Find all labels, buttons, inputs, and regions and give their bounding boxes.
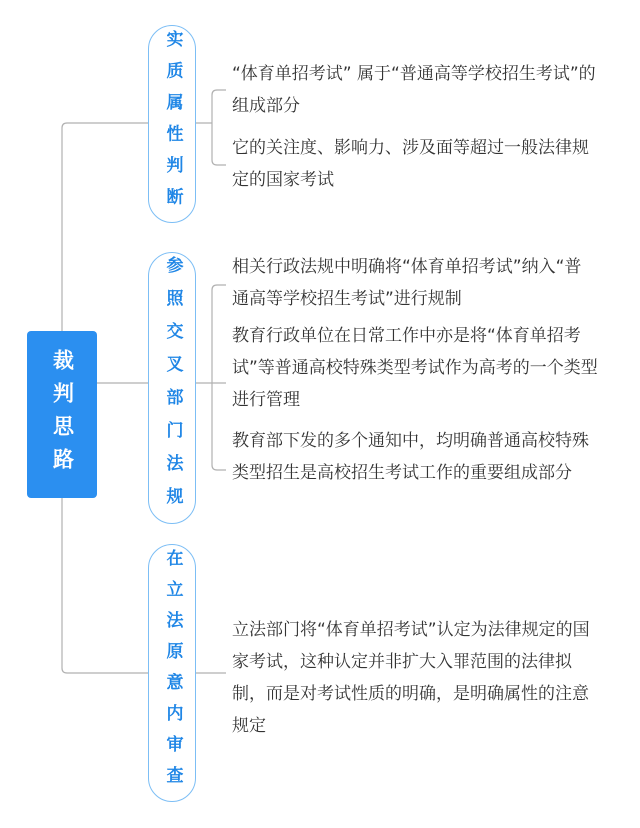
leaf-text: “体育单招考试” 属于“普通高等学校招生考试”的组成部分 bbox=[232, 64, 596, 116]
branch-label: 实质属性判断 bbox=[162, 29, 183, 219]
leaf-text: 它的关注度、影响力、涉及面等超过一般法律规定的国家考试 bbox=[232, 138, 589, 190]
branch1-connector bbox=[196, 90, 226, 165]
root-node bbox=[27, 331, 97, 498]
branch-node-substantive-attribute bbox=[148, 25, 196, 223]
branch2-connector bbox=[196, 285, 226, 470]
branch-node-legislative-intent bbox=[148, 544, 196, 802]
leaf-text: 教育行政单位在日常工作中亦是将“体育单招考试”等普通高校特殊类型考试作为高考的一个类型进行管理 bbox=[232, 326, 598, 410]
leaf-text: 立法部门将“体育单招考试”认定为法律规定的国家考试，这种认定并非扩大入罪范围的法律拟制，而是对考试性质的明确，是明确属性的注意规定 bbox=[232, 620, 590, 736]
branch-node-cross-regulations bbox=[148, 252, 196, 524]
leaf-text: 相关行政法规中明确将“体育单招考试”纳入“普通高等学校招生考试”进行规制 bbox=[232, 257, 582, 309]
root-connector bbox=[62, 123, 148, 331]
branch-label: 在立法原意内审查 bbox=[162, 549, 183, 797]
branch-label: 参照交叉部门法规 bbox=[162, 256, 183, 520]
root-label: 裁判思路 bbox=[50, 348, 75, 481]
leaf-text: 教育部下发的多个通知中，均明确普通高校特殊类型招生是高校招生考试工作的重要组成部分 bbox=[232, 431, 589, 483]
root-connector-low bbox=[62, 498, 148, 673]
